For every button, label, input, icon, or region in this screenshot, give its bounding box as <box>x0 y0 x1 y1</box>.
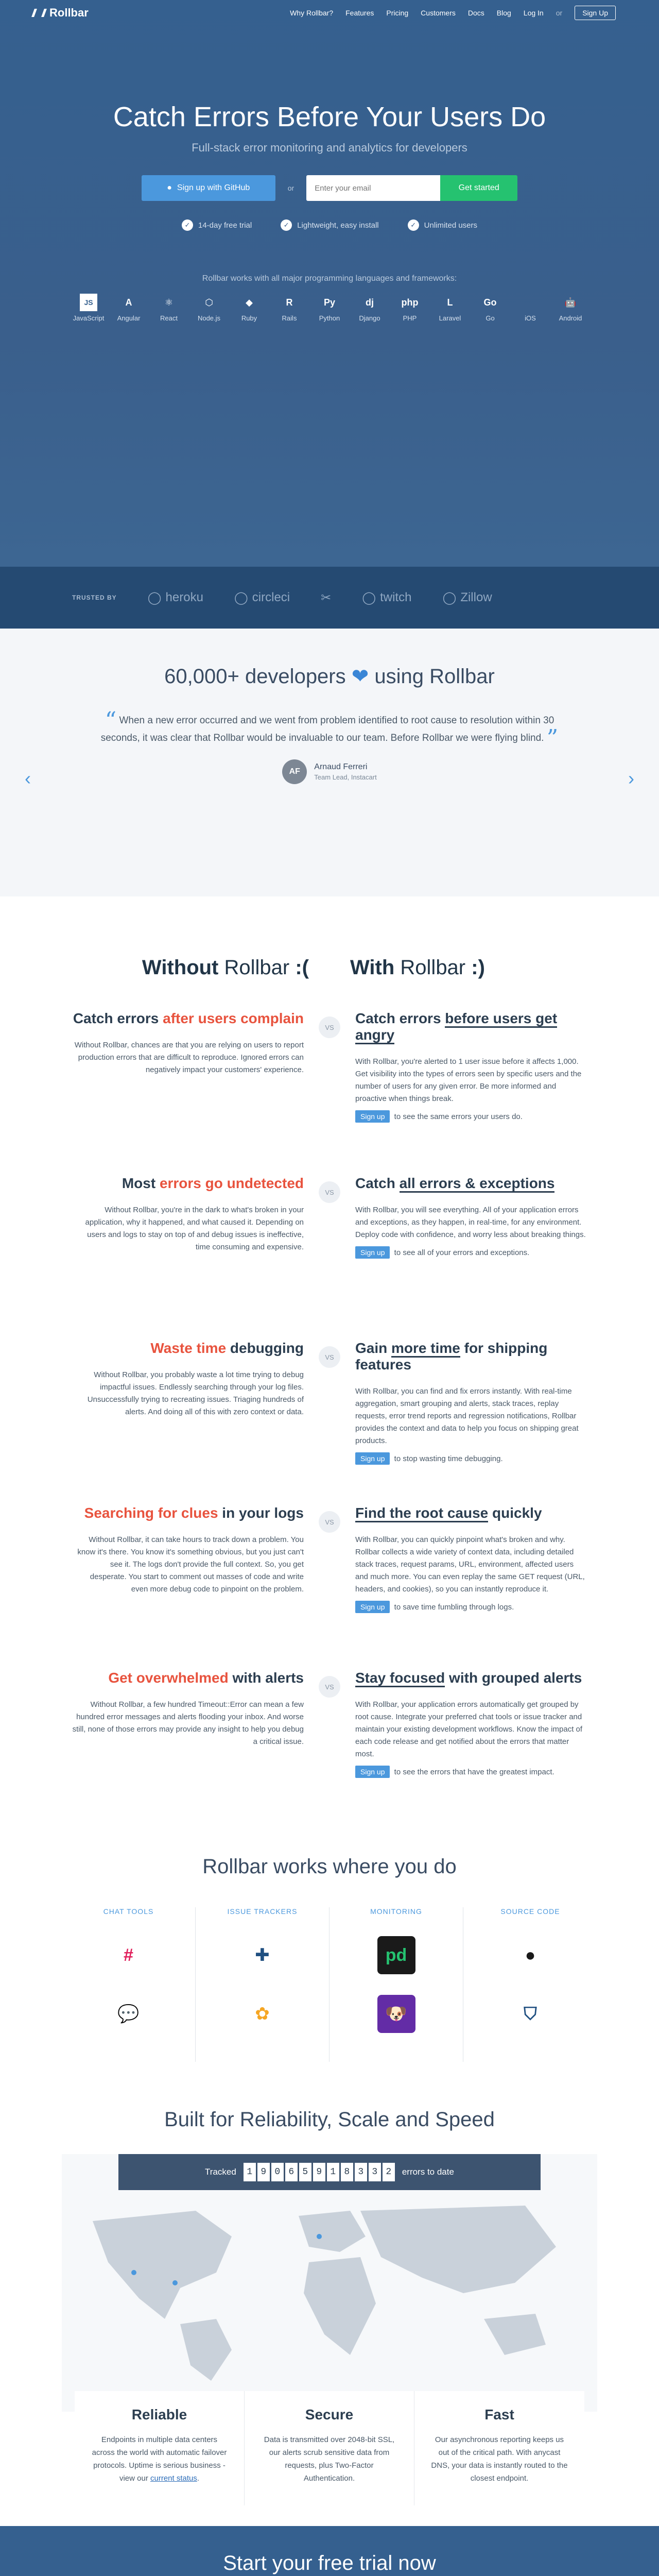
datacenter-marker <box>317 2234 322 2239</box>
without-column <box>72 1505 330 1670</box>
open-quote-icon: “ <box>105 707 117 734</box>
category-icons <box>62 1936 195 2033</box>
title-highlight: more time <box>391 1340 460 1358</box>
with-column <box>330 1175 587 1340</box>
check-item <box>182 219 252 231</box>
tracker-digits <box>244 2163 395 2181</box>
counter-digit: 5 <box>299 2163 311 2181</box>
without-title <box>72 1175 304 1192</box>
comparison-row <box>0 1175 659 1340</box>
testimonial-title: 60,000+ developers ❤ using Rollbar <box>164 665 495 688</box>
category-icons <box>463 1936 597 2033</box>
django-icon: dj <box>366 297 374 308</box>
vs-badge: VS <box>319 1016 340 1038</box>
title-part: Catch errors <box>73 1010 163 1026</box>
brand-logo-icon: ◯ <box>442 590 457 605</box>
reliability-features <box>0 2391 659 2505</box>
without-title <box>72 1340 304 1357</box>
email-input[interactable] <box>306 175 440 201</box>
check-label: 14-day free trial <box>198 221 252 230</box>
bitbucket-icon[interactable]: ⛉ <box>511 1995 549 2033</box>
javascript-icon: JS <box>80 294 97 311</box>
feature-text-body: Our asynchronous reporting keeps us out of the critical path. With anycast DNS, your data is instantly routed to the closest endpoint. <box>431 2435 568 2483</box>
brand-name: circleci <box>252 590 290 604</box>
integrations-section <box>0 1835 659 2062</box>
feature-text-body: Data is transmitted over 2048-bit SSL, our alerts scrub sensitive data from requests, plus Two-Factor Authentication. <box>264 2435 395 2483</box>
title-part: Gain <box>355 1340 392 1356</box>
integration-categories <box>0 1907 659 2062</box>
counter-digit: 1 <box>244 2163 256 2181</box>
reliability-section <box>0 2062 659 2505</box>
avatar: AF <box>282 759 307 784</box>
pagerduty-icon[interactable]: pd <box>377 1936 415 1974</box>
comparison-row <box>0 1505 659 1670</box>
nav-link-docs[interactable]: Docs <box>467 9 484 17</box>
vs-badge: VS <box>319 1676 340 1698</box>
feature-title: Reliable <box>131 2406 187 2422</box>
hipchat-icon[interactable]: 💬 <box>110 1995 148 2033</box>
android-icon: 🤖 <box>564 297 577 308</box>
datacenter-marker <box>131 2270 136 2275</box>
email-signup-form <box>306 175 517 201</box>
status-link[interactable]: current status <box>150 2474 197 2483</box>
language-python[interactable] <box>316 294 343 322</box>
reliability-feature <box>245 2391 414 2505</box>
with-heading: With Rollbar :) <box>350 956 485 979</box>
category-icons <box>196 1936 329 2033</box>
check-item <box>408 219 477 231</box>
language-android[interactable] <box>557 294 584 322</box>
language-ruby[interactable] <box>236 294 263 322</box>
nav-link-features[interactable]: Features <box>345 9 374 17</box>
language-php[interactable] <box>396 294 423 322</box>
feature-text <box>260 2433 398 2485</box>
trusted-by-band <box>0 567 659 629</box>
trusted-brand <box>321 590 331 605</box>
hero-section <box>0 0 659 567</box>
errors-tracker: Tracked 1 9 0 6 5 9 1 8 3 3 2 errors to date <box>118 2154 541 2190</box>
free-trial-section <box>0 2526 659 2576</box>
brand-logo-icon: ✂ <box>321 590 332 605</box>
language-label: Go <box>485 314 495 322</box>
with-description: With Rollbar, you can quickly pinpoint what's broken and why. Rollbar collects a wide variety of context data, including detailed stack traces, request params, URL, environment, affected users and much more. You can even replay the same GET request (URL, headers, and cookies), so you can instantly reproduce it. <box>355 1535 585 1594</box>
vs-badge: VS <box>319 1346 340 1368</box>
without-title <box>72 1670 304 1686</box>
check-label: Unlimited users <box>424 221 478 230</box>
rollbar-logo[interactable]: Rollbar <box>33 6 89 20</box>
title-highlight: Searching for clues <box>84 1505 218 1521</box>
inline-signup-button[interactable]: Sign up <box>355 1452 390 1465</box>
language-label: Angular <box>117 314 141 322</box>
signup-line-text: to see the errors that have the greatest impact. <box>392 1768 554 1776</box>
feature-text-end: . <box>197 2474 200 2483</box>
language-laravel[interactable] <box>437 294 463 322</box>
category-icons <box>330 1936 463 2033</box>
title-part: Catch errors <box>355 1010 445 1026</box>
title-highlight: Find the root cause <box>355 1505 488 1522</box>
without-title <box>72 1505 304 1521</box>
language-label: PHP <box>403 314 417 322</box>
laravel-icon: L <box>447 297 453 308</box>
integration-category <box>463 1907 597 2062</box>
check-label: Lightweight, easy install <box>297 221 379 230</box>
comparison-section <box>0 896 659 1835</box>
signup-line <box>355 1603 587 1612</box>
language-label: Ruby <box>241 314 257 322</box>
trusted-brand <box>234 590 290 605</box>
checkmark-icon: ✓ <box>281 219 292 231</box>
comparison-header <box>0 956 659 979</box>
datacenter-marker <box>172 2280 178 2285</box>
with-column <box>330 1010 587 1175</box>
language-ios[interactable] <box>517 294 544 322</box>
brand-logo-icon: ◯ <box>362 590 376 605</box>
or-label: or <box>556 9 563 17</box>
feature-title: Fast <box>484 2406 514 2422</box>
integrations-title: Rollbar works where you do <box>202 1855 457 1878</box>
github-icon[interactable]: ● <box>511 1936 549 1974</box>
title-part: quickly <box>488 1505 542 1521</box>
language-django[interactable] <box>356 294 383 322</box>
signup-line <box>355 1112 587 1121</box>
check-item <box>281 219 378 231</box>
languages-text: Rollbar works with all major programming languages and frameworks: <box>202 274 457 283</box>
with-description: With Rollbar, you can find and fix errors instantly. With real-time aggregation, smart grouping and alerts, stack traces, replay requests, error trend reports and regression notifications, Rollbar provides the context and data to help you focus on shipping great products. <box>355 1387 579 1445</box>
nav-links <box>290 6 616 20</box>
title-highlight: all errors & exceptions <box>400 1175 555 1193</box>
signup-line-text: to see the same errors your users do. <box>392 1112 523 1121</box>
react-icon: ⚛ <box>164 297 174 308</box>
without-title <box>72 1010 304 1027</box>
close-quote-icon: ” <box>546 725 559 752</box>
counter-digit: 2 <box>383 2163 395 2181</box>
signup-line <box>355 1768 587 1776</box>
counter-digit: 3 <box>369 2163 381 2181</box>
without-heading: Without Rollbar :( <box>142 956 309 979</box>
category-label: MONITORING <box>370 1907 422 1916</box>
with-column <box>330 1505 587 1670</box>
comparison-row <box>0 1010 659 1175</box>
with-title <box>355 1340 587 1373</box>
or-label: or <box>287 184 294 192</box>
ruby-icon: ◆ <box>246 297 253 308</box>
brand-name: twitch <box>380 590 412 604</box>
trusted-label: TRUSTED BY <box>72 594 117 601</box>
title-part: Most <box>122 1175 160 1191</box>
signup-line-text: to stop wasting time debugging. <box>392 1454 503 1463</box>
without-description: Without Rollbar, it can take hours to track down a problem. You know it's there. You know it's something obvious, but you just can't see it. The logs don't provide the full context. So, you get desperate. You start to comment out masses of code and write even more debug code to pinpoint on the problem. <box>77 1535 304 1594</box>
trusted-brand <box>362 590 411 605</box>
angular-icon: A <box>125 297 132 308</box>
title-highlight: errors go undetected <box>159 1175 304 1191</box>
category-label: CHAT TOOLS <box>103 1907 154 1916</box>
integration-category <box>330 1907 463 2062</box>
title-part: in your logs <box>218 1505 304 1521</box>
prev-arrow-icon[interactable]: ‹ <box>25 768 31 789</box>
github-signup-button[interactable]: ● Sign up with GitHub <box>142 175 275 201</box>
checkmark-icon: ✓ <box>408 219 419 231</box>
language-javascript[interactable] <box>73 294 105 322</box>
inline-signup-button[interactable]: Sign up <box>355 1601 390 1613</box>
title-highlight: before users get angry <box>355 1010 557 1044</box>
inline-signup-button[interactable]: Sign up <box>355 1110 390 1123</box>
get-started-button[interactable]: Get started <box>440 175 517 201</box>
jira-icon[interactable]: ✚ <box>244 1936 282 1974</box>
ios-icon <box>522 294 539 311</box>
heart-icon: ❤ <box>351 665 369 688</box>
integration-category <box>62 1907 196 2062</box>
title-part: for shipping features <box>355 1340 548 1372</box>
language-label: Android <box>559 314 582 322</box>
testimonial-section <box>0 629 659 896</box>
author-name: Arnaud Ferreri <box>314 762 368 772</box>
feature-title: Secure <box>305 2406 354 2422</box>
language-nodejs[interactable] <box>196 294 222 322</box>
top-nav <box>0 0 659 26</box>
with-column <box>330 1340 587 1505</box>
language-label: Node.js <box>197 314 221 322</box>
with-title <box>355 1670 587 1686</box>
inline-signup-button[interactable]: Sign up <box>355 1766 390 1778</box>
counter-digit: 6 <box>285 2163 298 2181</box>
counter-digit: 1 <box>327 2163 339 2181</box>
without-description: Without Rollbar, a few hundred Timeout::Error can mean a few hundred error messages and alerts flooding your inbox. And worse still, none of those errors may provide any insight to help you debug a critical issue. <box>72 1700 304 1746</box>
hero-checks <box>0 219 659 231</box>
python-icon: Py <box>323 297 336 308</box>
counter-digit: 9 <box>257 2163 270 2181</box>
go-icon: Go <box>483 297 497 308</box>
without-column <box>72 1010 330 1175</box>
brand-name: heroku <box>165 590 203 604</box>
language-rails[interactable] <box>276 294 303 322</box>
trial-title: Start your free trial now <box>223 2552 436 2574</box>
feature-text-body: Endpoints in multiple data centers across the world with automatic failover protocols. Uptime is serious business - view our <box>92 2435 227 2483</box>
hero-signup-row <box>0 175 659 201</box>
language-angular[interactable] <box>115 294 142 322</box>
slack-icon[interactable]: # <box>110 1936 148 1974</box>
with-title <box>355 1175 587 1192</box>
with-title <box>355 1505 587 1521</box>
with-description: With Rollbar, you will see everything. All of your application errors and exceptions, as they happen, in real-time, for any environment. Deploy code with confidence, and worry less about breaking things. <box>355 1206 586 1239</box>
signup-line <box>355 1248 587 1257</box>
rails-icon: R <box>286 297 293 308</box>
login-link[interactable]: Log In <box>523 9 544 17</box>
counter-digit: 0 <box>271 2163 284 2181</box>
datadog-icon[interactable]: 🐶 <box>377 1995 415 2033</box>
php-icon: php <box>401 297 419 308</box>
nodejs-icon: ⬡ <box>205 297 213 308</box>
with-column <box>330 1670 587 1835</box>
brand-logo-icon: ◯ <box>147 590 162 605</box>
language-label: React <box>160 314 178 322</box>
title-part: with alerts <box>228 1670 304 1686</box>
checkmark-icon: ✓ <box>182 219 193 231</box>
language-label: Rails <box>282 314 297 322</box>
language-label: JavaScript <box>73 314 105 322</box>
nav-link-customers[interactable]: Customers <box>421 9 456 17</box>
language-label: Laravel <box>439 314 461 322</box>
language-label: Python <box>319 314 340 322</box>
category-label: SOURCE CODE <box>500 1907 560 1916</box>
rollbar-logo-icon <box>31 9 47 17</box>
signup-line-text: to see all of your errors and exceptions. <box>392 1248 530 1257</box>
title-highlight: after users complain <box>163 1010 304 1026</box>
feature-text <box>430 2433 569 2485</box>
signup-button[interactable]: Sign Up <box>575 6 616 20</box>
hero-title: Catch Errors Before Your Users Do <box>113 101 546 132</box>
inline-signup-button[interactable]: Sign up <box>355 1246 390 1259</box>
language-label: iOS <box>525 314 536 322</box>
integration-category <box>196 1907 330 2062</box>
signup-line-text: to save time fumbling through logs. <box>392 1603 514 1612</box>
testimonial-author <box>0 759 659 784</box>
github-icon: ● <box>167 183 172 192</box>
language-go[interactable] <box>477 294 504 322</box>
without-column <box>72 1175 330 1340</box>
comparison-row <box>0 1670 659 1835</box>
world-map-graphic <box>62 2190 597 2386</box>
counter-digit: 9 <box>313 2163 325 2181</box>
title-part: Catch <box>355 1175 400 1191</box>
title-highlight: Stay focused <box>355 1670 445 1687</box>
vs-badge: VS <box>319 1511 340 1533</box>
counter-digit: 3 <box>355 2163 367 2181</box>
vs-badge: VS <box>319 1181 340 1203</box>
with-description: With Rollbar, your application errors automatically get grouped by root cause. Integrate your preferred chat tools or issue tracker and maintain your existing development workflows. Know the impact of each code release and get notified about the errors that matter most. <box>355 1700 583 1758</box>
reliability-feature <box>75 2391 245 2505</box>
language-label: Django <box>359 314 380 322</box>
next-arrow-icon[interactable]: › <box>628 768 634 789</box>
counter-digit: 8 <box>341 2163 353 2181</box>
trusted-brand <box>442 590 492 605</box>
hero-subtitle: Full-stack error monitoring and analytics for developers <box>192 141 467 154</box>
reliability-feature <box>414 2391 584 2505</box>
trusted-brands <box>148 590 492 605</box>
title-part: with grouped alerts <box>445 1670 582 1686</box>
without-description: Without Rollbar, chances are that you are relying on users to report production errors that are difficult to reproduce. Ignored errors can negatively impact your customers' experience. <box>74 1041 304 1074</box>
language-react[interactable] <box>155 294 182 322</box>
with-description: With Rollbar, you're alerted to 1 user issue before it affects 1,000. Get visibility into the types of errors seen by specific users and the number of users for any given error. Be more informed and proactive when things break. <box>355 1057 582 1103</box>
without-description: Without Rollbar, you're in the dark to what's broken in your application, why it happened, and what caused it. Depending on users and logs to stay on top of and debug issues is ineffective, time consuming and expensive. <box>85 1206 304 1251</box>
brand-logo-icon: ◯ <box>234 590 248 605</box>
comparison-row <box>0 1340 659 1505</box>
reliability-title: Built for Reliability, Scale and Speed <box>164 2108 495 2131</box>
with-title <box>355 1010 587 1043</box>
title-part: debugging <box>226 1340 304 1356</box>
signup-line <box>355 1454 587 1463</box>
brand-name: Zillow <box>460 590 492 604</box>
without-column <box>72 1340 330 1505</box>
language-list <box>0 294 659 322</box>
testimonial-quote: “ When a new error occurred and we went from problem identified to root cause to resolution within 30 seconds, it was clear that Rollbar would be invaluable to our team. Before Rollbar we were flying blind. ” <box>100 707 559 752</box>
pivotal-icon[interactable]: ✿ <box>244 1995 282 2033</box>
nav-link-blog[interactable]: Blog <box>496 9 511 17</box>
author-role: Team Lead, Instacart <box>314 773 377 782</box>
world-map <box>62 2154 597 2412</box>
without-column <box>72 1670 330 1835</box>
nav-link-whyrollbar[interactable]: Why Rollbar? <box>290 9 334 17</box>
feature-text <box>90 2433 229 2485</box>
title-highlight: Get overwhelmed <box>108 1670 229 1686</box>
without-description: Without Rollbar, you probably waste a lot time trying to debug impactful issues. Endlessly searching through your log files. Unsuccessfully trying to recreating issues. Triaging hundreds of alerts. And doing all of this with zero context or data. <box>87 1370 304 1416</box>
title-highlight: Waste time <box>150 1340 227 1356</box>
category-label: ISSUE TRACKERS <box>227 1907 298 1916</box>
trusted-brand <box>148 590 203 605</box>
nav-link-pricing[interactable]: Pricing <box>386 9 409 17</box>
